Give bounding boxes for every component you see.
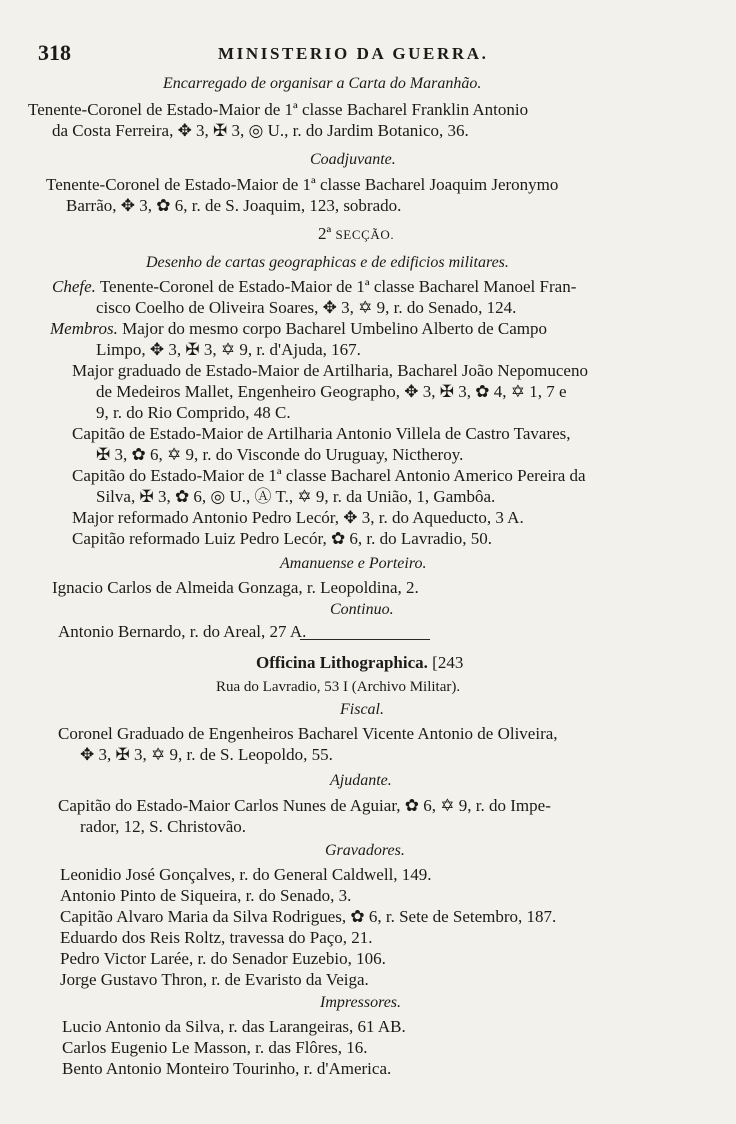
list-item: Pedro Victor Larée, r. do Senador Euzebio, 106. — [60, 949, 386, 968]
section-word: SECÇÃO. — [335, 227, 395, 242]
entry-line: da Costa Ferreira, ✥ 3, ✠ 3, ◎ U., r. do Jardim Botanico, 36. — [52, 121, 469, 140]
entry-line: ✠ 3, ✿ 6, ✡ 9, r. do Visconde do Uruguay, Nictheroy. — [96, 445, 464, 464]
page-number: 318 — [38, 40, 71, 65]
entry-line: Chefe. Tenente-Coronel de Estado-Maior de 1ª classe Bacharel Manoel Fran- — [52, 277, 577, 296]
officina-title: Officina Lithographica. — [256, 653, 428, 672]
role-label-chefe: Chefe. — [52, 277, 96, 296]
entry-line: cisco Coelho de Oliveira Soares, ✥ 3, ✡ 9, r. do Senado, 124. — [96, 298, 517, 317]
entry-line: rador, 12, S. Christovão. — [80, 817, 246, 836]
entry-line: Antonio Bernardo, r. do Areal, 27 A. — [58, 622, 307, 641]
entry-line: Capitão de Estado-Maior de Artilharia Antonio Villela de Castro Tavares, — [72, 424, 571, 443]
entry-line: Major graduado de Estado-Maior de Artilharia, Bacharel João Nepomuceno — [72, 361, 588, 380]
section-heading-encarregado: Encarregado de organisar a Carta do Maranhão. — [163, 75, 482, 92]
section-number: 2ª — [318, 224, 332, 243]
section-divider — [300, 639, 430, 640]
entry-line: Barrão, ✥ 3, ✿ 6, r. de S. Joaquim, 123, sobrado. — [66, 196, 402, 215]
list-item: Jorge Gustavo Thron, r. de Evaristo da Veiga. — [60, 970, 369, 989]
section-number-heading — [318, 224, 394, 245]
entry-line: Limpo, ✥ 3, ✠ 3, ✡ 9, r. d'Ajuda, 167. — [96, 340, 361, 359]
entry-line: de Medeiros Mallet, Engenheiro Geographo, ✥ 3, ✠ 3, ✿ 4, ✡ 1, 7 e — [96, 382, 567, 401]
list-item: Lucio Antonio da Silva, r. das Larangeiras, 61 AB. — [62, 1017, 406, 1036]
entry-line: ✥ 3, ✠ 3, ✡ 9, r. de S. Leopoldo, 55. — [80, 745, 333, 764]
entry-line: Capitão reformado Luiz Pedro Lecór, ✿ 6, r. do Lavradio, 50. — [72, 529, 493, 548]
entry-line: 9, r. do Rio Comprido, 48 C. — [96, 403, 291, 422]
role-label-membros: Membros. — [50, 319, 118, 338]
entry-line: Major reformado Antonio Pedro Lecór, ✥ 3, r. do Aqueducto, 3 A. — [72, 508, 524, 527]
entry-line: Capitão do Estado-Maior de 1ª classe Bacharel Antonio Americo Pereira da — [72, 466, 586, 485]
list-item: Bento Antonio Monteiro Tourinho, r. d'America. — [62, 1059, 392, 1078]
section-heading-continuo: Continuo. — [330, 601, 394, 618]
list-item: Eduardo dos Reis Roltz, travessa do Paço, 21. — [60, 928, 373, 947]
entry-line: Membros. Major do mesmo corpo Bacharel Umbelino Alberto de Campo — [50, 319, 547, 338]
entry-line: Coronel Graduado de Engenheiros Bacharel Vicente Antonio de Oliveira, — [58, 724, 558, 743]
entry-line: Ignacio Carlos de Almeida Gonzaga, r. Leopoldina, 2. — [52, 578, 419, 597]
entry-line: Silva, ✠ 3, ✿ 6, ◎ U., Ⓐ T., ✡ 9, r. da União, 1, Gambôa. — [96, 487, 496, 506]
section-heading-desenho: Desenho de cartas geographicas e de edificios militares. — [146, 254, 509, 271]
list-item: Capitão Alvaro Maria da Silva Rodrigues, ✿ 6, r. Sete de Setembro, 187. — [60, 907, 557, 926]
entry-line: Tenente-Coronel de Estado-Maior de 1ª classe Bacharel Joaquim Jeronymo — [46, 175, 559, 194]
officina-ref: [243 — [432, 653, 464, 672]
list-item: Antonio Pinto de Siqueira, r. do Senado, 3. — [60, 886, 352, 905]
page-header — [28, 40, 718, 64]
section-heading-ajudante: Ajudante. — [330, 772, 392, 789]
entry-line: Capitão do Estado-Maior Carlos Nunes de Aguiar, ✿ 6, ✡ 9, r. do Impe- — [58, 796, 551, 815]
officina-address: Rua do Lavradio, 53 I (Archivo Militar). — [216, 679, 461, 695]
section-heading-coadjuvante: Coadjuvante. — [310, 151, 396, 168]
section-heading-gravadores: Gravadores. — [325, 842, 405, 859]
section-heading-fiscal: Fiscal. — [340, 701, 384, 718]
list-item: Carlos Eugenio Le Masson, r. das Flôres, 16. — [62, 1038, 368, 1057]
officina-title-line — [256, 653, 463, 673]
entry-line: Tenente-Coronel de Estado-Maior de 1ª classe Bacharel Franklin Antonio — [28, 100, 529, 119]
running-title: MINISTERIO DA GUERRA. — [218, 44, 489, 63]
section-heading-impressores: Impressores. — [320, 994, 402, 1011]
section-heading-amanuense: Amanuense e Porteiro. — [280, 555, 427, 572]
list-item: Leonidio José Gonçalves, r. do General Caldwell, 149. — [60, 865, 432, 884]
